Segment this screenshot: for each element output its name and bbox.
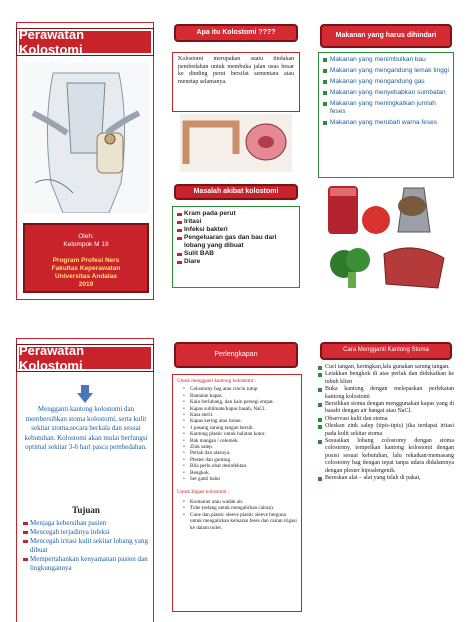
- equipment-item: • Set ganti balut: [183, 476, 297, 482]
- problem-item: Infeksi bakteri: [177, 226, 295, 234]
- equipment-item: • Bengkok.: [183, 470, 297, 476]
- problem-item: Kram pada perut: [177, 210, 295, 218]
- step-item: Oleskan zink salep (tipis-tipis) jika terdapat iritasi pada kulit sekitar stoma: [318, 423, 454, 438]
- step-item: Letakkan bengkok di atas perlak dan didekatkan ke tubuh klien: [318, 371, 454, 386]
- stoma-illustration: [23, 63, 149, 213]
- foods-header: Makanan yang harus dihindari: [320, 24, 452, 48]
- goal-item: Mempertahankan kenyamanan pasien dan lingkungannya: [23, 555, 151, 573]
- goals-box: [23, 519, 151, 573]
- irrigation-item: • Cone dan plastic sleeve plastic sleeve berguna untuk mengalirkan keluaran feses dan cairan irigasi ke dalam toilet.: [183, 512, 297, 531]
- irrigation-item: • Kontainer atau wadah air.: [183, 499, 297, 505]
- equipment-item: • Kasa steril.: [183, 412, 297, 418]
- faculty: Fakultas Keperawatan: [51, 265, 121, 272]
- problem-item: Iritasi: [177, 218, 295, 226]
- step-item: Cuci tangan, keringkan,lalu gunakan sarung tangan.: [318, 364, 454, 371]
- goal-item: Mencegah terjadinya infeksi: [23, 528, 151, 537]
- steps-header: Cara Mengganti Kantong Stoma: [320, 342, 452, 360]
- program: Program Profesi Ners: [52, 257, 120, 264]
- irrigation-item: • Tube (selang untuk mengalirkan cairan).: [183, 505, 297, 511]
- goal-item: Menjaga kebersihan pasien: [23, 519, 151, 528]
- food-item: Makanan yang meningkatkan jumlah feses: [323, 100, 449, 116]
- equipment-item: • Kantong plastic untuk balutan kotor.: [183, 431, 297, 437]
- colon-illustration: [180, 114, 292, 172]
- equipment-header: Perlengkapan: [174, 342, 298, 368]
- problems-box: [172, 206, 300, 288]
- step-item: Observasi kulit dan stoma: [318, 416, 454, 423]
- cover-title: Perawatan Kolostomi: [17, 29, 153, 55]
- equipment-item: • Kain berlubang, dan kain persegi empat.: [183, 399, 297, 405]
- equipment-item: • Bila perlu obat desinfektan.: [183, 463, 297, 469]
- step-item: Sesuaikan lobang colostomy dengan stoma colostomy, tempelkan kantong kolostomi dengan posisi sesuai kebutuhan, lalu rekatkan/memasang colostomy bag dengan tepat tanpa udara didalamnya dengan plester hipoalergenik.: [318, 438, 454, 475]
- group-name: Kelompok M 19: [63, 241, 109, 248]
- definition-text: Kolostomi merupakan suatu tindakan pembedahan untuk membuka jalan usus besar ke dinding perut bersifat sementara atau menetap selamanya.: [172, 52, 300, 112]
- problem-item: Sulit BAB: [177, 250, 295, 258]
- panel-steps: [316, 338, 456, 618]
- step-item: Bersihkan stoma dengan menggunakan kapas yang di basahi dengan air hangat atau NaCl.: [318, 401, 454, 416]
- problems-header: Masalah akibat kolostomi: [174, 184, 298, 200]
- step-item: Bereskan alat – alat yang telah di pakai,: [318, 475, 454, 482]
- panel-care: [16, 338, 154, 622]
- food-item: Makanan yang menyebabkan sumbatan: [323, 89, 449, 97]
- equipment-item: • Kapas sublimate/kapas basah, NaCl.: [183, 406, 297, 412]
- replace-label: Untuk mengganti kantong kolostomi :: [177, 378, 256, 384]
- equipment-item: • Plester dan gunting.: [183, 457, 297, 463]
- goal-item: Mencegah iritasi kulit sekitar lobang yang dibuat: [23, 537, 151, 555]
- steps-box: [318, 364, 454, 483]
- equipment-item: • Bantalan kapas.: [183, 393, 297, 399]
- irrigation-label: Untuk Irigasi kolostomi :: [177, 488, 230, 495]
- panel-definition: [166, 22, 306, 300]
- problem-item: Diare: [177, 258, 295, 266]
- equipment-item: • Zink salep.: [183, 444, 297, 450]
- food-item: Makanan yang merubah warna feses: [323, 119, 449, 127]
- equipment-item: • Colostomy bag atau cincin tutup: [183, 386, 297, 392]
- equipment-item: • Kapas kering atau tissue.: [183, 418, 297, 424]
- food-illustration: [320, 184, 452, 294]
- care-title: Perawatan Kolostomi: [17, 345, 153, 371]
- arrow-down-icon: [77, 385, 93, 403]
- step-item: Buka kantong dengan melepaskan perlekatan kantong kolostomi: [318, 386, 454, 401]
- care-description: Mengganti kantong kolostomi dan membersihkan stoma kolostomi, serta kulit sekitar stoma,secara berkala dan sesuai kebutuhan. Kolostomi akan mulai berfungsi optimal sekitar 3-6 hari pasca pembedahan.: [24, 405, 148, 452]
- goal-header: Tujuan: [72, 505, 100, 515]
- equipment-item: • Perlak dan alasnya.: [183, 450, 297, 456]
- equipment-box: [172, 374, 302, 612]
- problem-item: Pengeluaran gas dan bau dari lobang yang dibuat: [177, 234, 295, 250]
- food-item: Makanan yang mengandung gas: [323, 78, 449, 86]
- panel-cover: [16, 22, 154, 300]
- equipment-item: • 1 pasang sarung tangan bersih.: [183, 425, 297, 431]
- food-item: Makanan yang mengandung lemak tinggi: [323, 67, 449, 75]
- panel-foods: [316, 22, 456, 300]
- cover-author-box: [23, 223, 149, 293]
- equipment-item: • Bak mangan / celemek.: [183, 438, 297, 444]
- year: 2019: [78, 281, 94, 288]
- definition-header: Apa itu Kolostomi ????: [174, 24, 298, 42]
- panel-equipment: [166, 338, 306, 618]
- by-label: Oleh:: [78, 233, 94, 240]
- food-item: Makanan yang menimbulkan bau: [323, 56, 449, 64]
- foods-box: [318, 52, 454, 178]
- university: Universitas Andalas: [55, 273, 117, 280]
